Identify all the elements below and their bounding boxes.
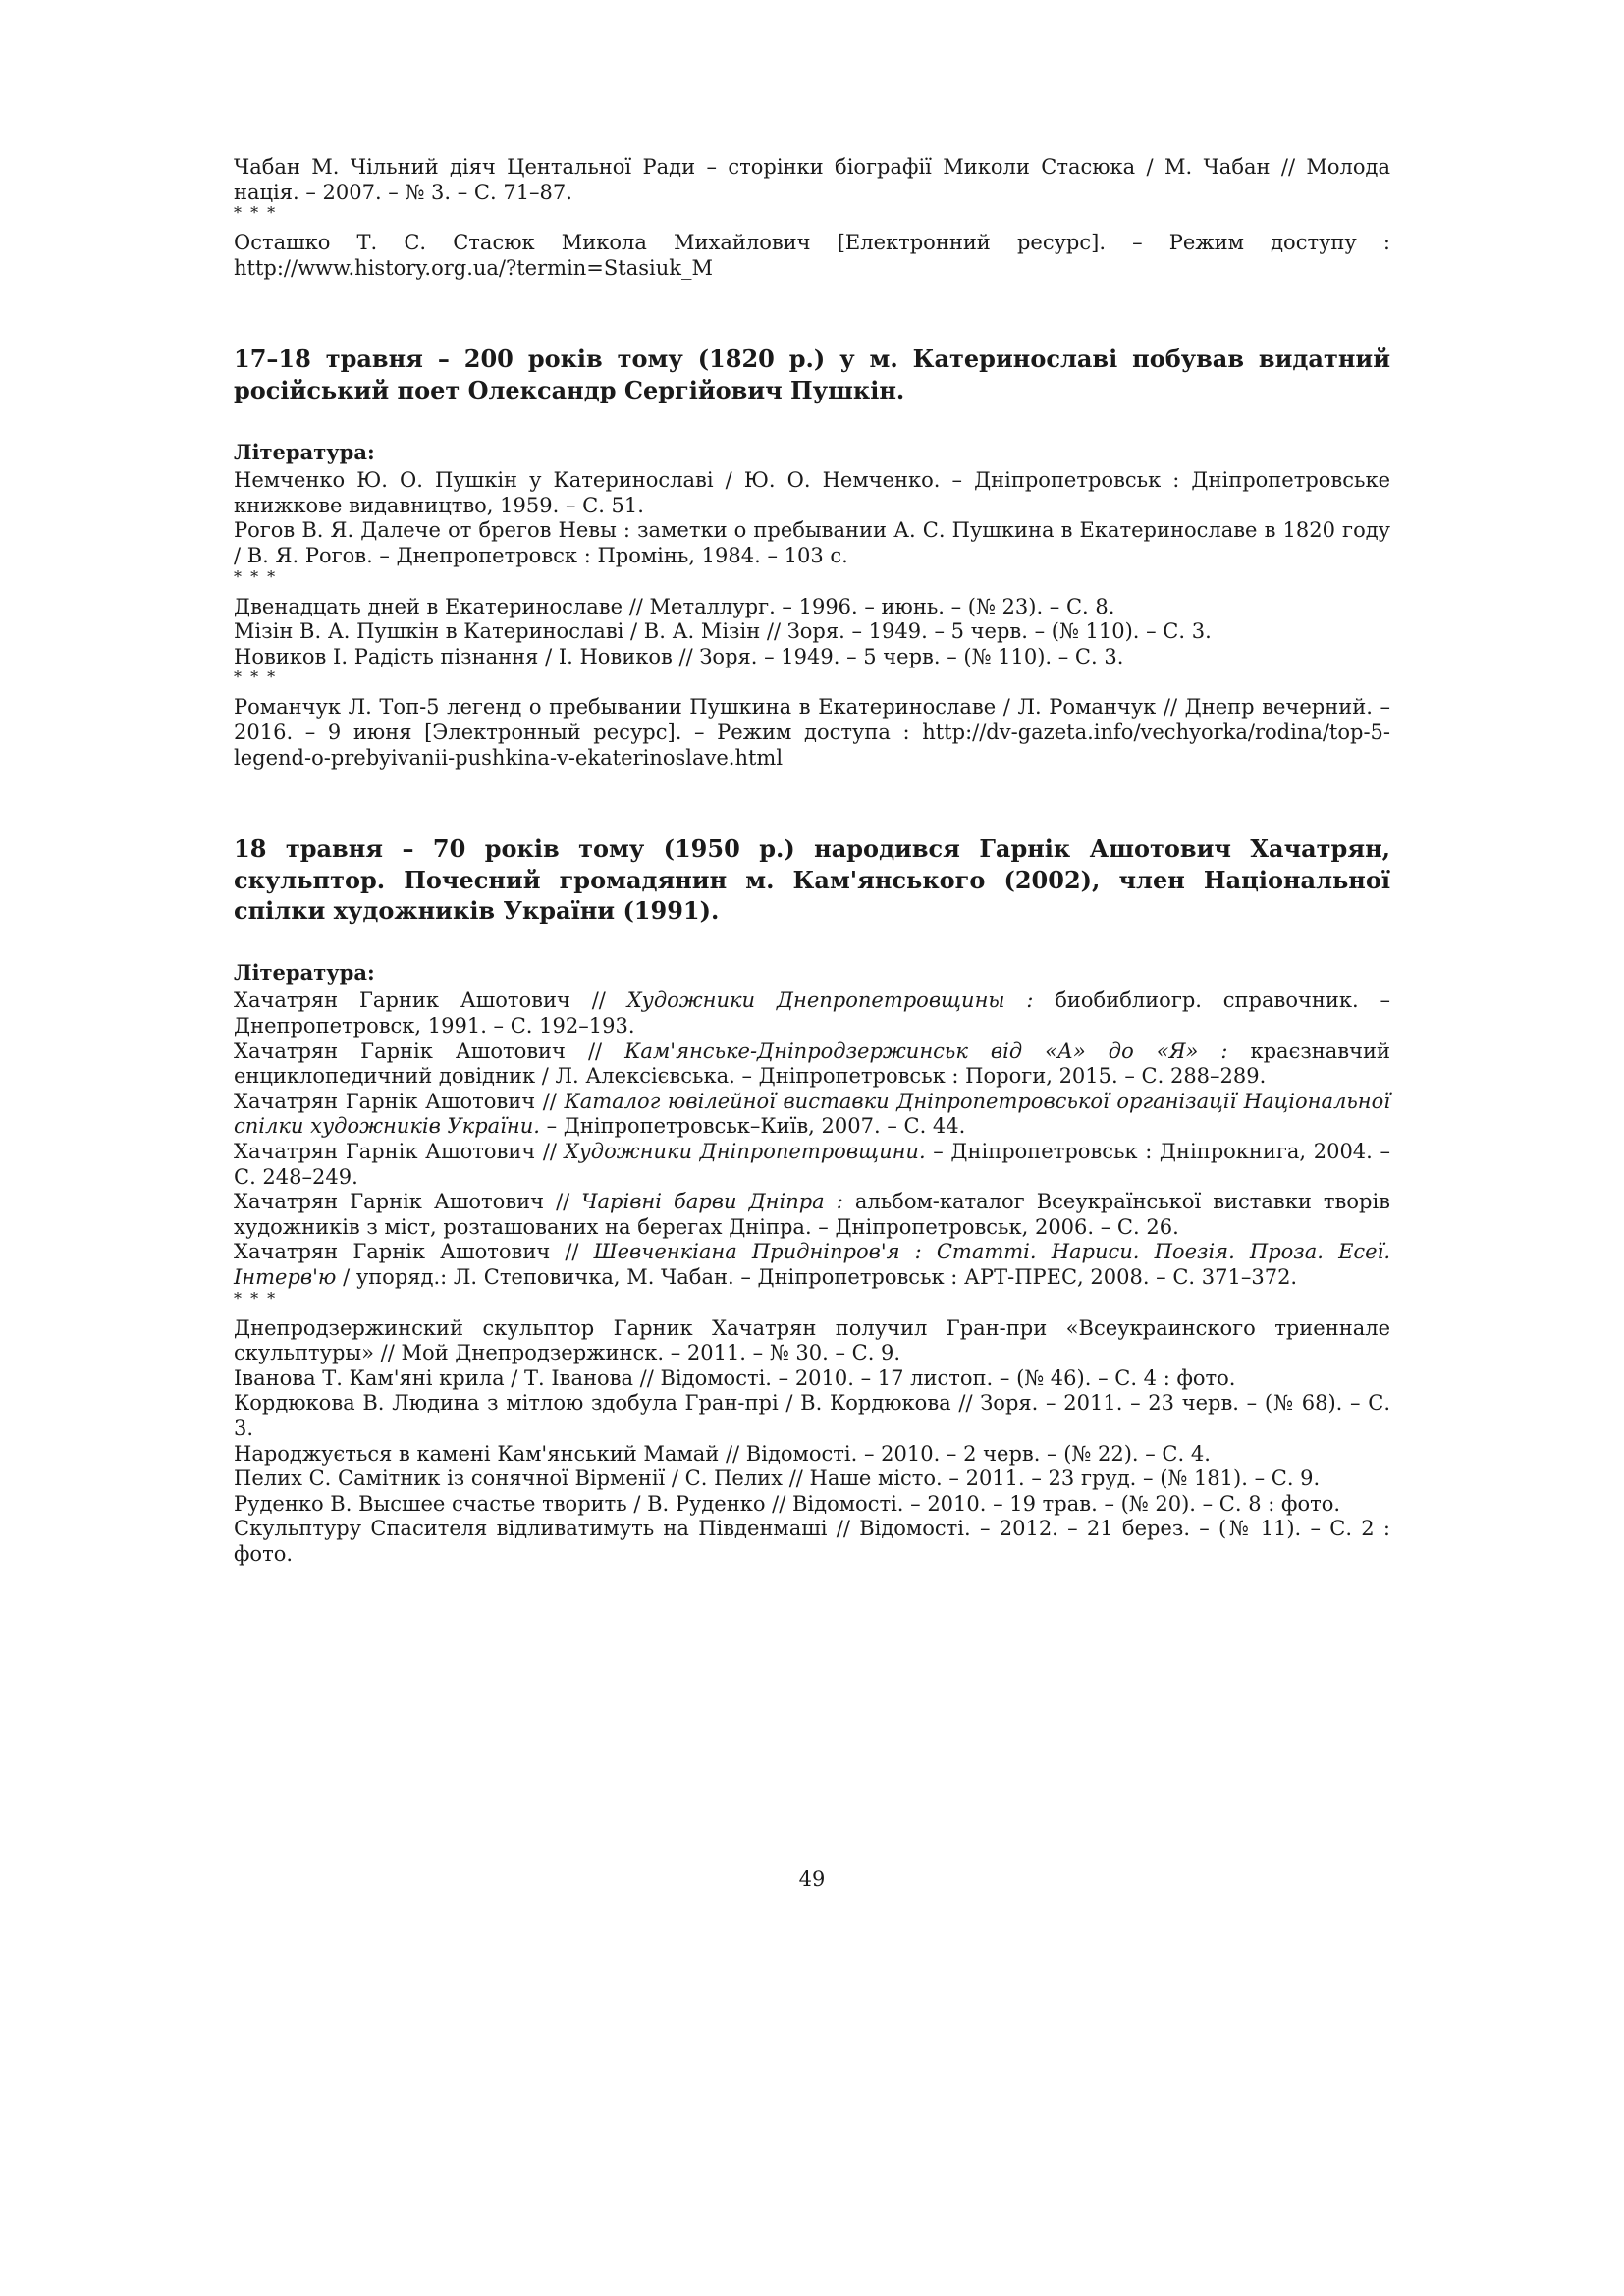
separator: * * * [234, 566, 278, 586]
bib-entry: Скульптуру Спасителя відливатимуть на Південмаші // Відомості. – 2012. – 21 берез. – (№ 11). – С. 2 : фото. [234, 1517, 1390, 1566]
bib-entry: Хачатрян Гарник Ашотович // Художники Днепропетровщины : биобиблиогр. справочник. – Днепропетровск, 1991. – С. 192–193. [234, 988, 1390, 1039]
spacer [234, 771, 1390, 833]
spacer [234, 927, 1390, 960]
bib-entry: Двенадцать дней в Екатеринославе // Металлург. – 1996. – июнь. – (№ 23). – С. 8. [234, 594, 1115, 618]
separator: * * * [234, 203, 278, 223]
bib-entry: Мізін В. А. Пушкін в Катеринославі / В. А. Мізін // Зоря. – 1949. – 5 черв. – (№ 110). – С. 3. [234, 619, 1212, 644]
bib-entry: Чабан М. Чільний діяч Центальної Ради – сторінки біографії Миколи Стасюка / М. Чабан // Молода нація. – 2007. – № 3. – С. 71–87. [234, 155, 1390, 204]
bib-entry: Новиков І. Радість пізнання / І. Новиков // Зоря. – 1949. – 5 черв. – (№ 110). – С. 3. [234, 644, 1124, 668]
bib-entry: Хачатрян Гарнік Ашотович // Художники Дніпропетровщини. – Дніпропетровськ : Дніпрокнига, 2004. – С. 248–249. [234, 1140, 1390, 1189]
literature-label: Література: [234, 439, 375, 464]
bib-entry: Руденко В. Высшее счастье творить / В. Руденко // Відомості. – 2010. – 19 трав. – (№ 20). – С. 8 : фото. [234, 1491, 1341, 1516]
separator: * * * [234, 1288, 278, 1308]
page-content [234, 155, 1390, 1568]
separator: * * * [234, 667, 278, 687]
bib-entry: Рогов В. Я. Далече от брегов Невы : заметки о пребывании А. С. Пушкина в Екатеринославе в 1820 году / В. Я. Рогов. – Днепропетровск : Промінь, 1984. – 103 с. [234, 518, 1390, 567]
bib-entry: Народжується в камені Кам'янський Мамай // Відомості. – 2010. – 2 черв. – (№ 22). – С. 4. [234, 1441, 1211, 1466]
bib-entry: Хачатрян Гарнік Ашотович // Кам'янське-Дніпродзержинськ від «А» до «Я» : краєзнавчий енциклопедичний довідник / Л. Алексієвська. – Дніпропетровськ : Пороги, 2015. – С. 288–289. [234, 1039, 1390, 1089]
bib-entry: Днепродзержинский скульптор Гарник Хачатрян получил Гран-при «Всеукраинского триеннале скульптуры» // Мой Днепродзержинск. – 2011. – № 30. – С. 9. [234, 1315, 1390, 1365]
page-number: 49 [798, 1867, 826, 1891]
bib-entry: Хачатрян Гарнік Ашотович // Чарівні барви Дніпра : альбом-каталог Всеукраїнської виставки творів художників з міст, розташованих на берегах Дніпра. – Дніпропетровськ, 2006. – С. 26. [234, 1190, 1390, 1239]
bib-entry: Осташко Т. С. Стасюк Микола Михайлович [Електронний ресурс]. – Режим доступу : http://www.history.org.ua/?termin=Stasiuk_M [234, 231, 1390, 280]
literature-label: Література: [234, 959, 375, 985]
bib-entry: Хачатрян Гарнік Ашотович // Каталог ювілейної виставки Дніпропетровської організації Національної спілки художників України. – Дніпропетровськ–Київ, 2007. – С. 44. [234, 1089, 1390, 1139]
bib-entry: Іванова Т. Кам'яні крила / Т. Іванова // Відомості. – 2010. – 17 листоп. – (№ 46). – С. 4 : фото. [234, 1365, 1236, 1390]
section-heading: 18 травня – 70 років тому (1950 р.) народився Гарнік Ашотович Хачатрян, скульптор. Почесний громадянин м. Кам'янського (2002), член Національної спілки художників України (1991). [234, 834, 1390, 926]
bib-entry: Пелих С. Самітник із сонячної Вірменії / С. Пелих // Наше місто. – 2011. – 23 груд. – (№ 181). – С. 9. [234, 1467, 1321, 1491]
bib-entry: Немченко Ю. О. Пушкін у Катеринославі / Ю. О. Немченко. – Дніпропетровськ : Дніпропетровське книжкове видавництво, 1959. – С. 51. [234, 468, 1390, 517]
bib-entry: Кордюкова В. Людина з мітлою здобула Гран-прі / В. Кордюкова // Зоря. – 2011. – 23 черв. – (№ 68). – С. 3. [234, 1391, 1390, 1440]
spacer [234, 281, 1390, 344]
bib-entry: Романчук Л. Топ-5 легенд о пребывании Пушкина в Екатеринославе / Л. Романчук // Днепр вечерний. – 2016. – 9 июня [Электронный ресурс]. – Режим доступа : http://dv-gazeta.info/vechyorka/rodina/top-5-legend-o-prebyivanii-pushkina-v-ekaterinoslave.html [234, 695, 1390, 770]
section-heading: 17–18 травня – 200 років тому (1820 р.) у м. Катеринославі побував видатний російський поет Олександр Сергійович Пушкін. [234, 345, 1390, 404]
spacer [234, 406, 1390, 440]
bib-entry: Хачатрян Гарнік Ашотович // Шевченкіана Придніпров'я : Статті. Нариси. Поезія. Проза. Есеї. Інтерв'ю / упоряд.: Л. Степовичка, М. Чабан. – Дніпропетровськ : АРТ-ПРЕС, 2008. – С. 371–372. [234, 1240, 1390, 1289]
